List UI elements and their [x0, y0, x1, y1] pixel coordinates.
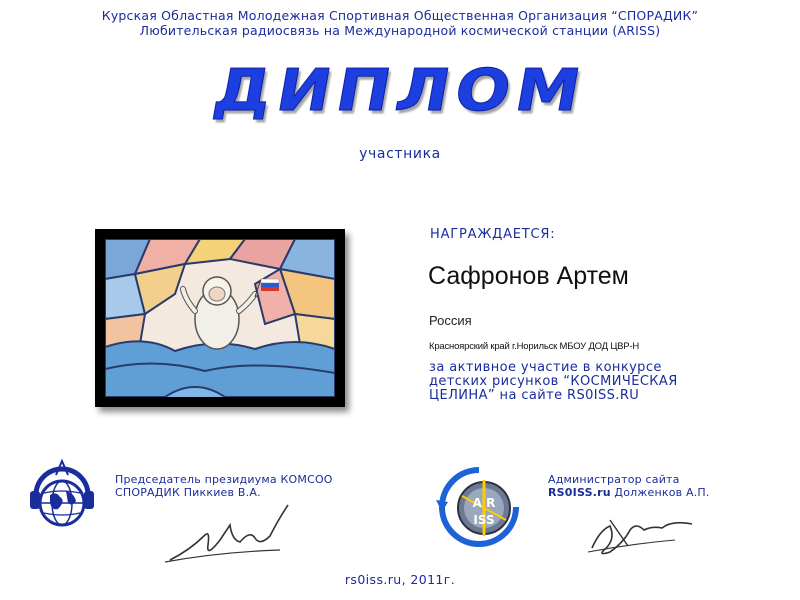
- admin-role: [548, 474, 788, 499]
- ariss-logo-text-bottom: ISS: [473, 513, 495, 527]
- child-drawing-image: [105, 239, 335, 397]
- admin-role-line-2: [548, 487, 788, 500]
- recipient-name: Сафронов Артем: [428, 262, 629, 290]
- recipient-country: Россия: [429, 313, 472, 328]
- ham-radio-globe-logo: [22, 455, 102, 535]
- globe-icon: [22, 455, 102, 535]
- artwork-frame: [95, 229, 345, 407]
- organization-subtitle: Любительская радиосвязь на Международной космической станции (ARISS): [139, 23, 661, 38]
- chairman-signature: [160, 500, 300, 570]
- award-reason-line-2: детских рисунков “КОСМИЧЕСКАЯ: [429, 374, 678, 389]
- diploma-title: ДИПЛОМ: [208, 57, 592, 125]
- award-reason-line-1: за активное участие в конкурсе: [429, 360, 662, 375]
- ariss-logo-text-top: A R: [472, 496, 496, 510]
- admin-signature: [580, 500, 700, 565]
- award-reason: [429, 361, 769, 403]
- recipient-school: Красноярский край г.Норильск МБОУ ДОД ЦВР-Н: [429, 341, 640, 352]
- organization-name: Курская Областная Молодежная Спортивная Общественная Организация “СПОРАДИК”: [101, 8, 699, 23]
- award-reason-line-3: ЦЕЛИНА” на сайте RS0ISS.RU: [429, 388, 640, 403]
- chairman-role: [115, 474, 415, 499]
- admin-role-line-1: Администратор сайта: [548, 473, 680, 486]
- awarded-label: НАГРАЖДАЕТСЯ:: [430, 227, 556, 242]
- diploma-subtitle: участника: [359, 146, 441, 162]
- admin-name: Долженков А.П.: [610, 485, 710, 499]
- chairman-role-line-2: СПОРАДИК Пиккиев В.А.: [115, 485, 261, 499]
- footer-site-year: rs0iss.ru, 2011г.: [344, 572, 456, 587]
- chairman-role-line-1: Председатель президиума КОМСОО: [115, 473, 333, 486]
- admin-site-name: RS0ISS.ru: [548, 485, 611, 499]
- ariss-logo: [434, 462, 524, 552]
